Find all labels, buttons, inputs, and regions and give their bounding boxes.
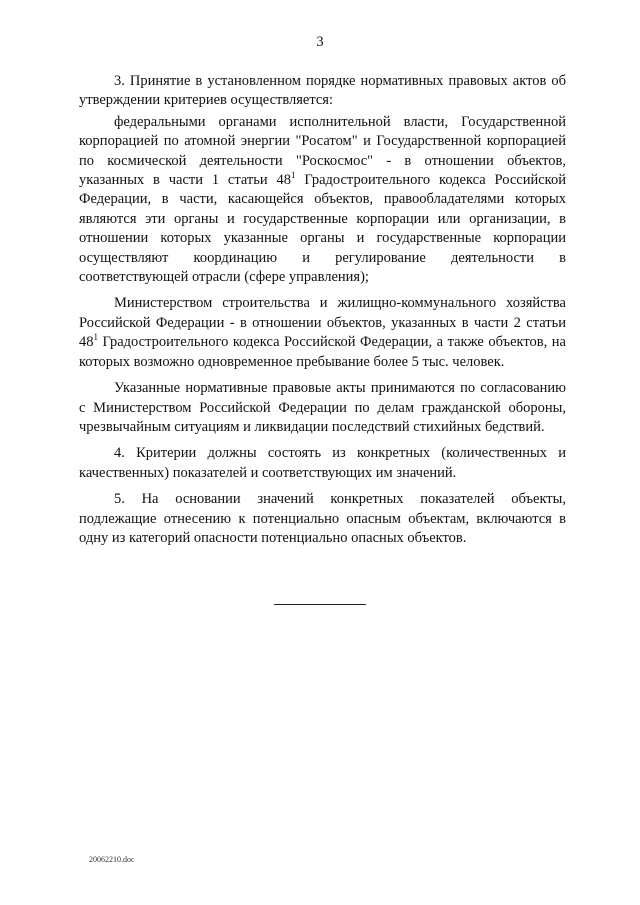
paragraph-text: федеральными органами исполнительной власти, Государственной корпорацией по атомной энергии "Росатом" и Государственной корпорацией по космической деятельности "Роскосмос" - в отношении объектов, указанных в части 1 статьи 48 xyxy=(79,113,566,189)
paragraph-item-3-intro: 3. Принятие в установленном порядке нормативных правовых актов об утверждении критериев осуществляется: xyxy=(79,73,566,109)
paragraph-federal-organs xyxy=(79,113,566,288)
end-divider xyxy=(274,604,366,605)
paragraph-text: Градостроительного кодекса Российской Федерации, а также объектов, на которых возможно одновременное пребывание более 5 тыс. человек. xyxy=(79,334,566,370)
page-number: 3 xyxy=(316,34,324,50)
paragraph-agreement: Указанные нормативные правовые акты принимаются по согласованию с Министерством Российской Федерации по делам гражданской обороны, чрезвычайным ситуациям и ликвидации последствий стихийных бедствий. xyxy=(79,380,566,435)
document-body xyxy=(79,72,566,548)
paragraph-text: Градостроительного кодекса Российской Федерации, в части, касающейся объектов, правообладателями которых являются эти органы и государственные корпорации или организации, в отношении которых указанные органы и государственные корпорации осуществляют координацию и регулирование деятельности в соответствующей отрасли (сфере управления); xyxy=(79,172,567,286)
paragraph-minstroy xyxy=(79,294,566,372)
footer-doc-code: 20062210.doc xyxy=(89,855,135,864)
superscript-index: 1 xyxy=(291,170,296,181)
paragraph-item-4: 4. Критерии должны состоять из конкретных (количественных и качественных) показателей и соответствующих им значений. xyxy=(79,445,566,481)
paragraph-item-5: 5. На основании значений конкретных показателей объекты, подлежащие отнесению к потенциально опасным объектам, включаются в одну из категорий опасности потенциально опасных объектов. xyxy=(79,491,566,546)
superscript-index: 1 xyxy=(93,332,98,343)
paragraph-text: Министерством строительства и жилищно-коммунального хозяйства Российской Федерации - в отношении объектов, указанных в части 2 статьи 48 xyxy=(79,295,566,351)
